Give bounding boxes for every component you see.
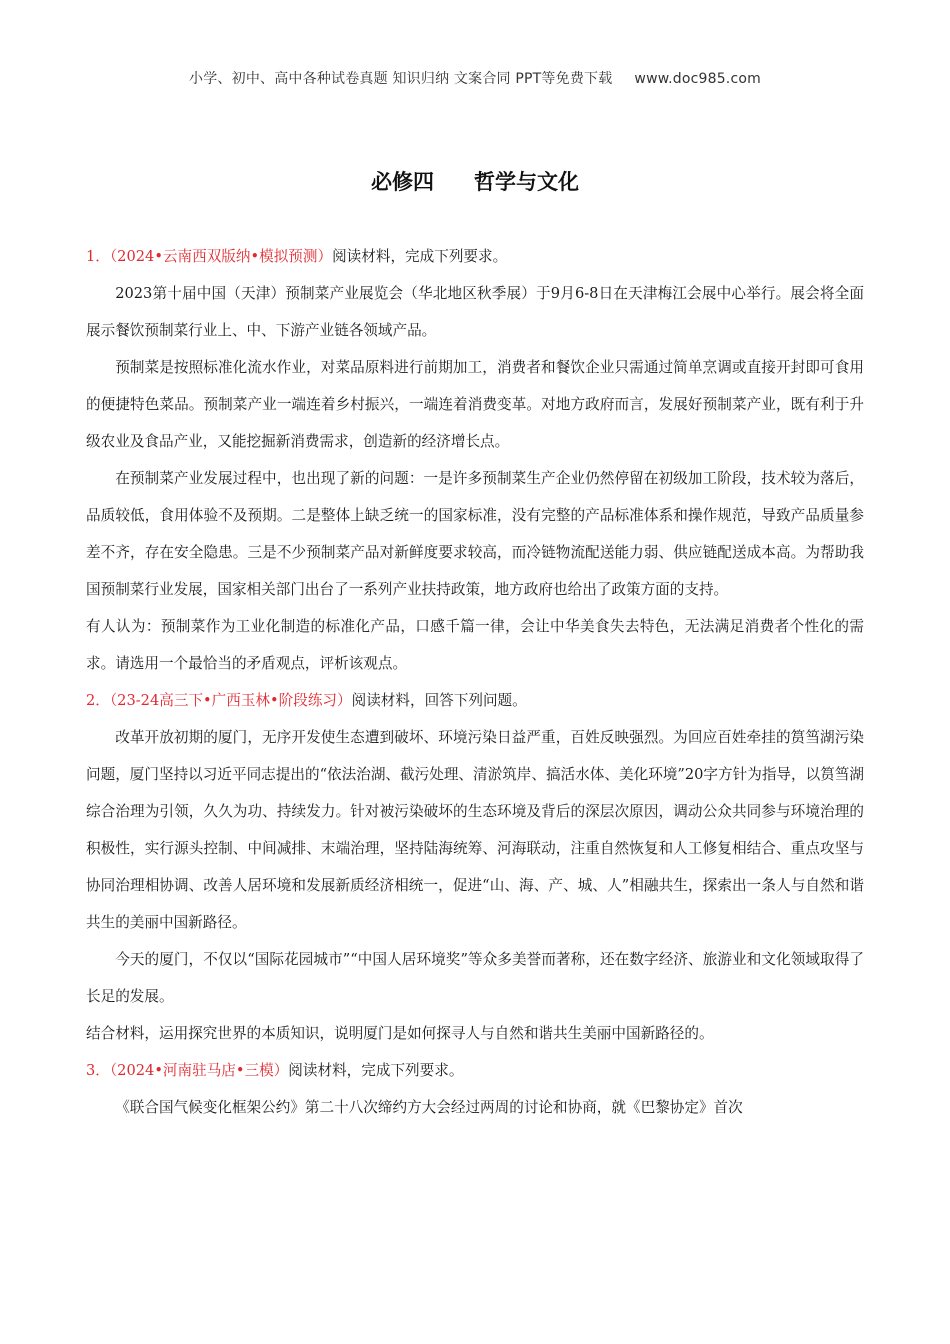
question-1-heading (86, 238, 864, 275)
question-number: 1． (86, 248, 110, 265)
question-number: 3． (86, 1062, 110, 1079)
question-list (86, 238, 864, 1126)
question-instruction: 阅读材料，完成下列要求。 (288, 1062, 464, 1079)
header-site-link[interactable]: www.doc985.com (634, 71, 761, 87)
question-instruction: 阅读材料，完成下列要求。 (332, 248, 508, 265)
question-prompt: 有人认为：预制菜作为工业化制造的标准化产品，口感千篇一律，会让中华美食失去特色，无法满足消费者个性化的需求。请选用一个最恰当的矛盾观点，评析该观点。 (86, 618, 864, 672)
question-1 (86, 238, 864, 682)
material-paragraph: 《联合国气候变化框架公约》第二十八次缔约方大会经过两周的讨论和协商，就《巴黎协定》首次 (115, 1099, 743, 1116)
question-2 (86, 682, 864, 1052)
material-paragraph: 在预制菜产业发展过程中，也出现了新的问题：一是许多预制菜生产企业仍然停留在初级加工阶段，技术较为落后，品质较低，食用体验不及预期。二是整体上缺乏统一的国家标准，没有完整的产品标准体系和操作规范，导致产品质量参差不齐，存在安全隐患。三是不少预制菜产品对新鲜度要求较高，而冷链物流配送能力弱、供应链配送成本高。为帮助我国预制菜行业发展，国家相关部门出台了一系列产业扶持政策，地方政府也给出了政策方面的支持。 (86, 470, 864, 598)
question-2-heading (86, 682, 864, 719)
question-source: （2024•云南西双版纳•模拟预测） (109, 248, 333, 265)
title-part1: 必修四 (371, 170, 434, 194)
page-title (0, 166, 950, 196)
material-paragraph: 预制菜是按照标准化流水作业，对菜品原料进行前期加工，消费者和餐饮企业只需通过简单烹调或直接开封即可食用的便捷特色菜品。预制菜产业一端连着乡村振兴，一端连着消费变革。对地方政府而言，发展好预制菜产业，既有利于升级农业及食品产业，又能挖掘新消费需求，创造新的经济增长点。 (86, 359, 864, 450)
question-instruction: 阅读材料，回答下列问题。 (351, 692, 527, 709)
material-paragraph: 2023第十届中国（天津）预制菜产业展览会（华北地区秋季展）于9月6-8日在天津梅江会展中心举行。展会将全面展示餐饮预制菜行业上、中、下游产业链各领域产品。 (86, 285, 864, 339)
material-paragraph: 改革开放初期的厦门，无序开发使生态遭到破坏、环境污染日益严重，百姓反映强烈。为回应百姓牵挂的筼筜湖污染问题，厦门坚持以习近平同志提出的“依法治湖、截污处理、清淤筑岸、搞活水体、美化环境”20字方针为指导，以筼筜湖综合治理为引领，久久为功、持续发力。针对被污染破坏的生态环境及背后的深层次原因，调动公众共同参与环境治理的积极性，实行源头控制、中间减排、末端治理，坚持陆海统筹、河海联动，注重自然恢复和人工修复相结合、重点攻坚与协同治理相协调、改善人居环境和发展新质经济相统一，促进“山、海、产、城、人”相融共生，探索出一条人与自然和谐共生的美丽中国新路径。 (86, 729, 864, 931)
material-paragraph: 今天的厦门，不仅以“国际花园城市”“中国人居环境奖”等众多美誉而著称，还在数字经济、旅游业和文化领域取得了长足的发展。 (86, 951, 864, 1005)
question-prompt: 结合材料，运用探究世界的本质知识，说明厦门是如何探寻人与自然和谐共生美丽中国新路径的。 (86, 1025, 714, 1042)
question-3-heading (86, 1052, 864, 1089)
header-tagline: 小学、初中、高中各种试卷真题 知识归纳 文案合同 PPT等免费下载 (189, 71, 613, 87)
title-part2: 哲学与文化 (474, 170, 579, 194)
page-header (0, 68, 950, 88)
question-source: （23-24高三下•广西玉林•阶段练习） (109, 692, 352, 709)
question-source: （2024•河南驻马店•三模） (109, 1062, 289, 1079)
question-3 (86, 1052, 864, 1126)
question-number: 2． (86, 692, 110, 709)
